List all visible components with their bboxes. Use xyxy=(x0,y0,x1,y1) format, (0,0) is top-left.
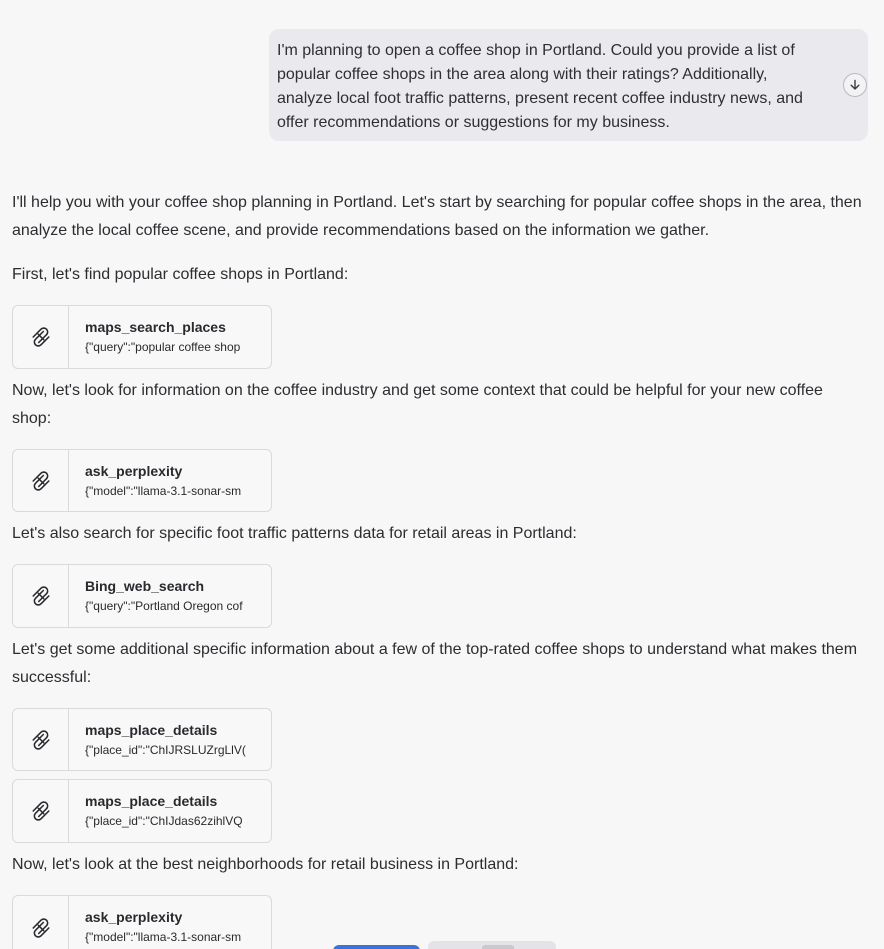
tool-call-card[interactable] xyxy=(12,449,272,512)
tool-icon xyxy=(30,800,52,822)
tool-name: maps_place_details xyxy=(85,722,218,738)
tool-icon xyxy=(30,729,52,751)
assistant-step-4: Let's get some additional specific information about a few of the top-rated coffee shops to understand what makes them successful: xyxy=(12,641,858,686)
tool-name: maps_search_places xyxy=(85,319,226,335)
assistant-step-1: First, let's find popular coffee shops in Portland: xyxy=(12,266,349,283)
tool-name: ask_perplexity xyxy=(85,909,183,925)
assistant-intro: I'll help you with your coffee shop planning in Portland. Let's start by searching for popular coffee shops in the area, then analyze the local coffee scene, and provide recommendations based on the information we gather. xyxy=(12,194,862,239)
bottom-secondary-button[interactable] xyxy=(428,941,556,949)
tool-args: {"model":"llama-3.1-sonar-sm xyxy=(85,930,242,944)
tool-icon-cell xyxy=(13,709,69,770)
user-message-text: I'm planning to open a coffee shop in Portland. Could you provide a list of popular coffee shops in the area along with their ratings? Additionally, analyze local foot traffic patterns, present recent coffee industry news, and offer recommendations or suggestions for my business. xyxy=(277,42,803,131)
tool-icon xyxy=(30,470,52,492)
tool-args: {"query":"Portland Oregon cof xyxy=(85,599,243,613)
tool-icon-cell xyxy=(13,565,69,627)
tool-name: maps_place_details xyxy=(85,793,218,809)
tool-icon-cell xyxy=(13,306,69,368)
tool-call-card[interactable] xyxy=(12,564,272,628)
tool-icon-cell xyxy=(13,450,69,511)
assistant-step-2: Now, let's look for information on the coffee industry and get some context that could be helpful for your new coffee shop: xyxy=(12,382,823,427)
bottom-primary-button[interactable] xyxy=(333,945,420,949)
tool-call-card[interactable] xyxy=(12,305,272,369)
tool-call-card[interactable] xyxy=(12,708,272,771)
tool-icon xyxy=(30,585,52,607)
button-handle xyxy=(482,945,514,949)
arrow-down-icon xyxy=(849,79,861,91)
tool-icon xyxy=(30,326,52,348)
tool-args: {"query":"popular coffee shop xyxy=(85,340,241,354)
user-message-bubble xyxy=(269,29,868,141)
tool-call-card[interactable] xyxy=(12,895,272,949)
tool-icon xyxy=(30,917,52,939)
tool-args: {"model":"llama-3.1-sonar-sm xyxy=(85,484,242,498)
tool-args: {"place_id":"ChIJRSLUZrgLlV( xyxy=(85,743,246,757)
assistant-step-5: Now, let's look at the best neighborhoods for retail business in Portland: xyxy=(12,856,519,873)
tool-icon-cell xyxy=(13,780,69,842)
scroll-down-button[interactable] xyxy=(843,73,867,97)
tool-name: Bing_web_search xyxy=(85,578,205,594)
assistant-step-3: Let's also search for specific foot traffic patterns data for retail areas in Portland: xyxy=(12,525,577,542)
tool-args: {"place_id":"ChIJdas62zihlVQ xyxy=(85,814,243,828)
tool-call-card[interactable] xyxy=(12,779,272,843)
tool-name: ask_perplexity xyxy=(85,463,183,479)
tool-icon-cell xyxy=(13,896,69,949)
